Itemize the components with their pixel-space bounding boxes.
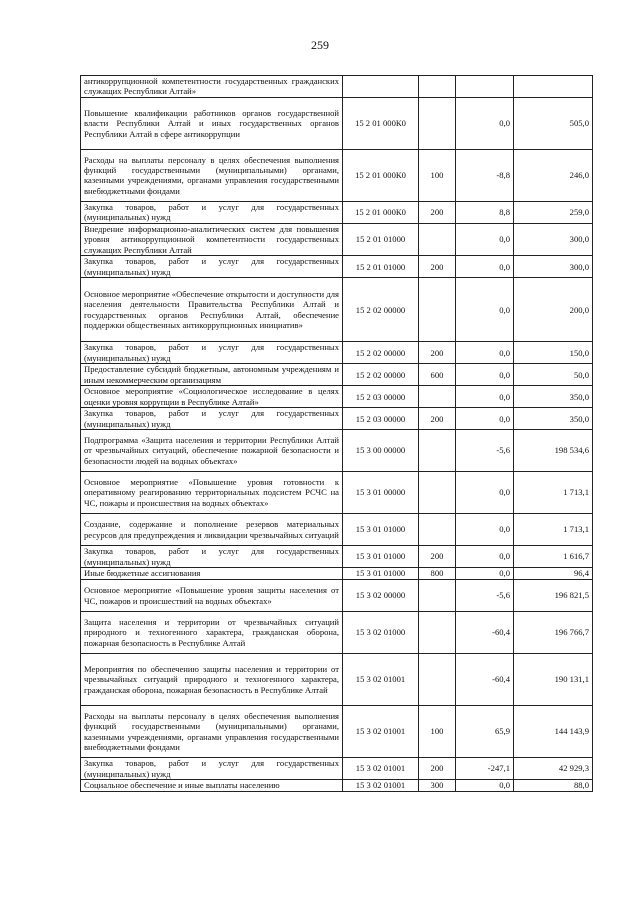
- table-row: [81, 149, 593, 201]
- row-name-cell: Мероприятия по обеспечению защиты населения и территории от чрезвычайных ситуаций природного и техногенного характера, гражданская оборона, пожарная безопасность в Республике Алтай: [81, 654, 343, 706]
- row-type-cell: [419, 472, 456, 514]
- row-change-cell: 0,0: [456, 568, 514, 580]
- row-type-cell: 200: [419, 342, 456, 364]
- row-total-cell: 246,0: [514, 149, 593, 201]
- row-change-cell: 0,0: [456, 364, 514, 386]
- table-row: [81, 408, 593, 430]
- table-row: [81, 580, 593, 612]
- row-name-cell: Защита населения и территории от чрезвычайных ситуаций природного и техногенного характера, гражданская оборона, пожарная безопасность в Республике Алтай: [81, 612, 343, 654]
- row-name-cell: Основное мероприятие «Повышение уровня готовности к оперативному реагированию территориальных подсистем РСЧС на ЧС, пожары и происшествия на водных объектах»: [81, 472, 343, 514]
- row-type-cell: [419, 76, 456, 98]
- row-name-cell: Социальное обеспечение и иные выплаты населению: [81, 780, 343, 792]
- row-code-cell: 15 2 01 01000: [343, 223, 419, 255]
- row-name-cell: Основное мероприятие «Обеспечение открытости и доступности для населения деятельности Правительства Республики Алтай и государственных органов Республики Алтай, обеспечение поддержки общественных антикоррупционных инициатив»: [81, 278, 343, 342]
- row-change-cell: 0,0: [456, 278, 514, 342]
- row-type-cell: [419, 580, 456, 612]
- table-row: [81, 568, 593, 580]
- table-row: [81, 223, 593, 255]
- row-name-cell: Основное мероприятие «Социологическое исследование в целях оценки уровня коррупции в Республике Алтай»: [81, 386, 343, 408]
- table-row: [81, 546, 593, 568]
- row-total-cell: 196 766,7: [514, 612, 593, 654]
- row-name-cell: Расходы на выплаты персоналу в целях обеспечения выполнения функций государственными (муниципальными) органами, казенными учреждениями, органами управления государственными внебюджетными фондами: [81, 706, 343, 758]
- table-row: [81, 514, 593, 546]
- row-type-cell: 200: [419, 408, 456, 430]
- row-change-cell: 0,0: [456, 408, 514, 430]
- row-code-cell: 15 3 01 01000: [343, 568, 419, 580]
- row-total-cell: 505,0: [514, 97, 593, 149]
- row-name-cell: Создание, содержание и пополнение резервов материальных ресурсов для предупреждения и ликвидации чрезвычайных ситуаций: [81, 514, 343, 546]
- row-code-cell: 15 3 02 01001: [343, 780, 419, 792]
- row-change-cell: 0,0: [456, 342, 514, 364]
- row-code-cell: 15 2 02 00000: [343, 278, 419, 342]
- table-row: [81, 364, 593, 386]
- row-change-cell: 0,0: [456, 97, 514, 149]
- row-total-cell: 200,0: [514, 278, 593, 342]
- table-row: [81, 430, 593, 472]
- row-total-cell: 300,0: [514, 223, 593, 255]
- row-type-cell: 300: [419, 780, 456, 792]
- budget-table: [80, 75, 593, 792]
- row-code-cell: 15 3 00 00000: [343, 430, 419, 472]
- row-change-cell: 65,9: [456, 706, 514, 758]
- row-change-cell: 0,0: [456, 472, 514, 514]
- row-total-cell: 50,0: [514, 364, 593, 386]
- row-type-cell: [419, 278, 456, 342]
- row-change-cell: 0,0: [456, 514, 514, 546]
- row-total-cell: 150,0: [514, 342, 593, 364]
- row-type-cell: [419, 386, 456, 408]
- row-name-cell: Предоставление субсидий бюджетным, автономным учреждениям и иным некоммерческим организациям: [81, 364, 343, 386]
- row-total-cell: 144 143,9: [514, 706, 593, 758]
- row-code-cell: 15 3 02 01000: [343, 612, 419, 654]
- table-row: [81, 76, 593, 98]
- row-code-cell: 15 2 01 000К0: [343, 97, 419, 149]
- row-name-cell: Закупка товаров, работ и услуг для государственных (муниципальных) нужд: [81, 256, 343, 278]
- table-row: [81, 780, 593, 792]
- row-total-cell: 350,0: [514, 386, 593, 408]
- row-type-cell: [419, 223, 456, 255]
- table-row: [81, 654, 593, 706]
- row-code-cell: [343, 76, 419, 98]
- row-change-cell: [456, 76, 514, 98]
- table-row: [81, 256, 593, 278]
- row-type-cell: 200: [419, 546, 456, 568]
- row-total-cell: 1 713,1: [514, 514, 593, 546]
- row-code-cell: 15 3 02 01001: [343, 758, 419, 780]
- budget-table-body: [81, 76, 593, 792]
- table-row: [81, 386, 593, 408]
- row-code-cell: 15 2 03 00000: [343, 408, 419, 430]
- row-name-cell: Основное мероприятие «Повышение уровня защиты населения от ЧС, пожаров и происшествий на водных объектах»: [81, 580, 343, 612]
- row-type-cell: [419, 612, 456, 654]
- row-name-cell: Внедрение информационно-аналитических систем для повышения уровня антикоррупционной компетентности государственных служащих Республики Алтай: [81, 223, 343, 255]
- table-row: [81, 758, 593, 780]
- row-name-cell: Подпрограмма «Защита населения и территории Республики Алтай от чрезвычайных ситуаций, обеспечение пожарной безопасности и безопасности людей на водных объектах»: [81, 430, 343, 472]
- row-code-cell: 15 3 02 01001: [343, 706, 419, 758]
- row-change-cell: -60,4: [456, 612, 514, 654]
- table-row: [81, 612, 593, 654]
- row-name-cell: антикоррупционной компетентности государственных гражданских служащих Республики Алтай»: [81, 76, 343, 98]
- row-name-cell: Закупка товаров, работ и услуг для государственных (муниципальных) нужд: [81, 201, 343, 223]
- row-total-cell: 350,0: [514, 408, 593, 430]
- row-name-cell: Закупка товаров, работ и услуг для государственных (муниципальных) нужд: [81, 408, 343, 430]
- row-code-cell: 15 3 02 00000: [343, 580, 419, 612]
- row-total-cell: 42 929,3: [514, 758, 593, 780]
- row-code-cell: 15 3 02 01001: [343, 654, 419, 706]
- row-total-cell: 196 821,5: [514, 580, 593, 612]
- table-row: [81, 278, 593, 342]
- row-code-cell: 15 2 01 000К0: [343, 201, 419, 223]
- row-type-cell: 100: [419, 706, 456, 758]
- row-total-cell: 96,4: [514, 568, 593, 580]
- row-name-cell: Закупка товаров, работ и услуг для государственных (муниципальных) нужд: [81, 342, 343, 364]
- table-row: [81, 706, 593, 758]
- row-change-cell: -5,6: [456, 580, 514, 612]
- row-total-cell: 190 131,1: [514, 654, 593, 706]
- row-code-cell: 15 2 01 000К0: [343, 149, 419, 201]
- row-change-cell: 0,0: [456, 223, 514, 255]
- row-type-cell: [419, 97, 456, 149]
- table-row: [81, 201, 593, 223]
- page-number: 259: [311, 38, 329, 52]
- table-row: [81, 472, 593, 514]
- table-row: [81, 97, 593, 149]
- row-type-cell: 200: [419, 201, 456, 223]
- row-type-cell: 200: [419, 758, 456, 780]
- row-total-cell: 198 534,6: [514, 430, 593, 472]
- row-total-cell: [514, 76, 593, 98]
- row-change-cell: -8,8: [456, 149, 514, 201]
- row-type-cell: 100: [419, 149, 456, 201]
- row-code-cell: 15 2 02 00000: [343, 342, 419, 364]
- row-change-cell: -5,6: [456, 430, 514, 472]
- row-code-cell: 15 2 03 00000: [343, 386, 419, 408]
- row-change-cell: 0,0: [456, 546, 514, 568]
- row-change-cell: -60,4: [456, 654, 514, 706]
- row-code-cell: 15 2 01 01000: [343, 256, 419, 278]
- row-type-cell: 800: [419, 568, 456, 580]
- row-name-cell: Расходы на выплаты персоналу в целях обеспечения выполнения функций государственными (муниципальными) органами, казенными учреждениями, органами управления государственными внебюджетными фондами: [81, 149, 343, 201]
- row-code-cell: 15 2 02 00000: [343, 364, 419, 386]
- row-type-cell: [419, 430, 456, 472]
- row-change-cell: 0,0: [456, 780, 514, 792]
- row-change-cell: 8,8: [456, 201, 514, 223]
- row-name-cell: Повышение квалификации работников органов государственной власти Республики Алтай и иных государственных органов Республики Алтай в сфере антикоррупции: [81, 97, 343, 149]
- row-name-cell: Иные бюджетные ассигнования: [81, 568, 343, 580]
- row-change-cell: 0,0: [456, 256, 514, 278]
- row-total-cell: 1 616,7: [514, 546, 593, 568]
- row-type-cell: 600: [419, 364, 456, 386]
- row-total-cell: 88,0: [514, 780, 593, 792]
- row-type-cell: 200: [419, 256, 456, 278]
- row-type-cell: [419, 654, 456, 706]
- row-type-cell: [419, 514, 456, 546]
- table-row: [81, 342, 593, 364]
- row-code-cell: 15 3 01 01000: [343, 514, 419, 546]
- row-change-cell: 0,0: [456, 386, 514, 408]
- row-code-cell: 15 3 01 01000: [343, 546, 419, 568]
- row-total-cell: 259,0: [514, 201, 593, 223]
- row-total-cell: 300,0: [514, 256, 593, 278]
- row-name-cell: Закупка товаров, работ и услуг для государственных (муниципальных) нужд: [81, 546, 343, 568]
- row-total-cell: 1 713,1: [514, 472, 593, 514]
- row-change-cell: -247,1: [456, 758, 514, 780]
- row-code-cell: 15 3 01 00000: [343, 472, 419, 514]
- row-name-cell: Закупка товаров, работ и услуг для государственных (муниципальных) нужд: [81, 758, 343, 780]
